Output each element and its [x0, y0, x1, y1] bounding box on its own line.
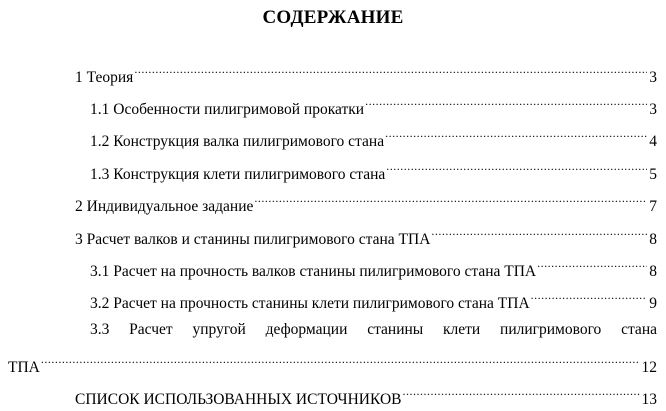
toc-entry-page: 8: [649, 231, 657, 248]
dot-leader: [385, 126, 647, 146]
toc-entry[interactable]: [8, 352, 657, 378]
toc-entry-page: 7: [649, 198, 657, 215]
dot-leader: [254, 191, 647, 211]
dot-leader: [402, 384, 639, 404]
dot-leader: [537, 256, 647, 276]
toc-entry-page: 5: [649, 166, 657, 183]
toc-entry-text: 1.3 Конструкция клети пилигримового стана: [90, 166, 386, 183]
toc-entry[interactable]: [90, 288, 657, 314]
toc-entry-word: 3.3: [90, 321, 110, 338]
toc-entry-text: 1 Теория: [75, 69, 134, 86]
toc-entry-page: 8: [649, 263, 657, 280]
toc-entry-text: 2 Индивидуальное задание: [75, 198, 254, 215]
page-title: СОДЕРЖАНИЕ: [262, 7, 404, 28]
dot-leader: [134, 62, 647, 82]
toc-entry[interactable]: [75, 384, 657, 410]
toc-entry[interactable]: [90, 159, 657, 185]
dot-leader: [41, 352, 640, 372]
toc-entry-text: 3.1 Расчет на прочность валков станины пилигримового стана ТПА: [90, 263, 537, 280]
toc-entry[interactable]: [75, 224, 657, 250]
toc-entry[interactable]: [75, 191, 657, 217]
toc-entry-page: 9: [649, 295, 657, 312]
toc-entry-word: станины: [367, 321, 424, 338]
dot-leader: [431, 224, 647, 244]
toc-entry-word: деформации: [265, 321, 348, 338]
toc-entry-word: стана: [621, 321, 657, 338]
toc-entry-page: 4: [649, 133, 657, 150]
dot-leader: [386, 159, 647, 179]
toc-entry-word: упругой: [192, 321, 246, 338]
toc-entry-text: 3 Расчет валков и станины пилигримового стана ТПА: [75, 231, 431, 248]
toc-entry-page: 13: [641, 391, 657, 408]
toc-entry-text: СПИСОК ИСПОЛЬЗОВАННЫХ ИСТОЧНИКОВ: [75, 391, 402, 408]
toc-entry-page: 12: [641, 359, 657, 376]
toc-entry-page: 3: [649, 101, 657, 118]
toc-entry[interactable]: [90, 126, 657, 152]
toc-entry-text: 1.1 Особенности пилигримовой прокатки: [90, 101, 365, 118]
toc-entry-word: Расчет: [129, 321, 173, 338]
toc-entry[interactable]: [90, 256, 657, 282]
toc-entry-text: 1.2 Конструкция валка пилигримового стана: [90, 133, 385, 150]
toc-entry-text: 3.2 Расчет на прочность станины клети пилигримового стана ТПА: [90, 295, 530, 312]
toc-entry-text-line[interactable]: [90, 320, 657, 340]
toc-entry-page: 3: [649, 69, 657, 86]
toc-entry-word: пилигримового: [500, 321, 602, 338]
toc-entry[interactable]: [75, 62, 657, 88]
dot-leader: [365, 94, 647, 114]
toc-entry-word: клети: [443, 321, 481, 338]
toc-entry[interactable]: [90, 94, 657, 120]
toc-entry-text: ТПА: [8, 359, 40, 376]
dot-leader: [531, 288, 648, 308]
